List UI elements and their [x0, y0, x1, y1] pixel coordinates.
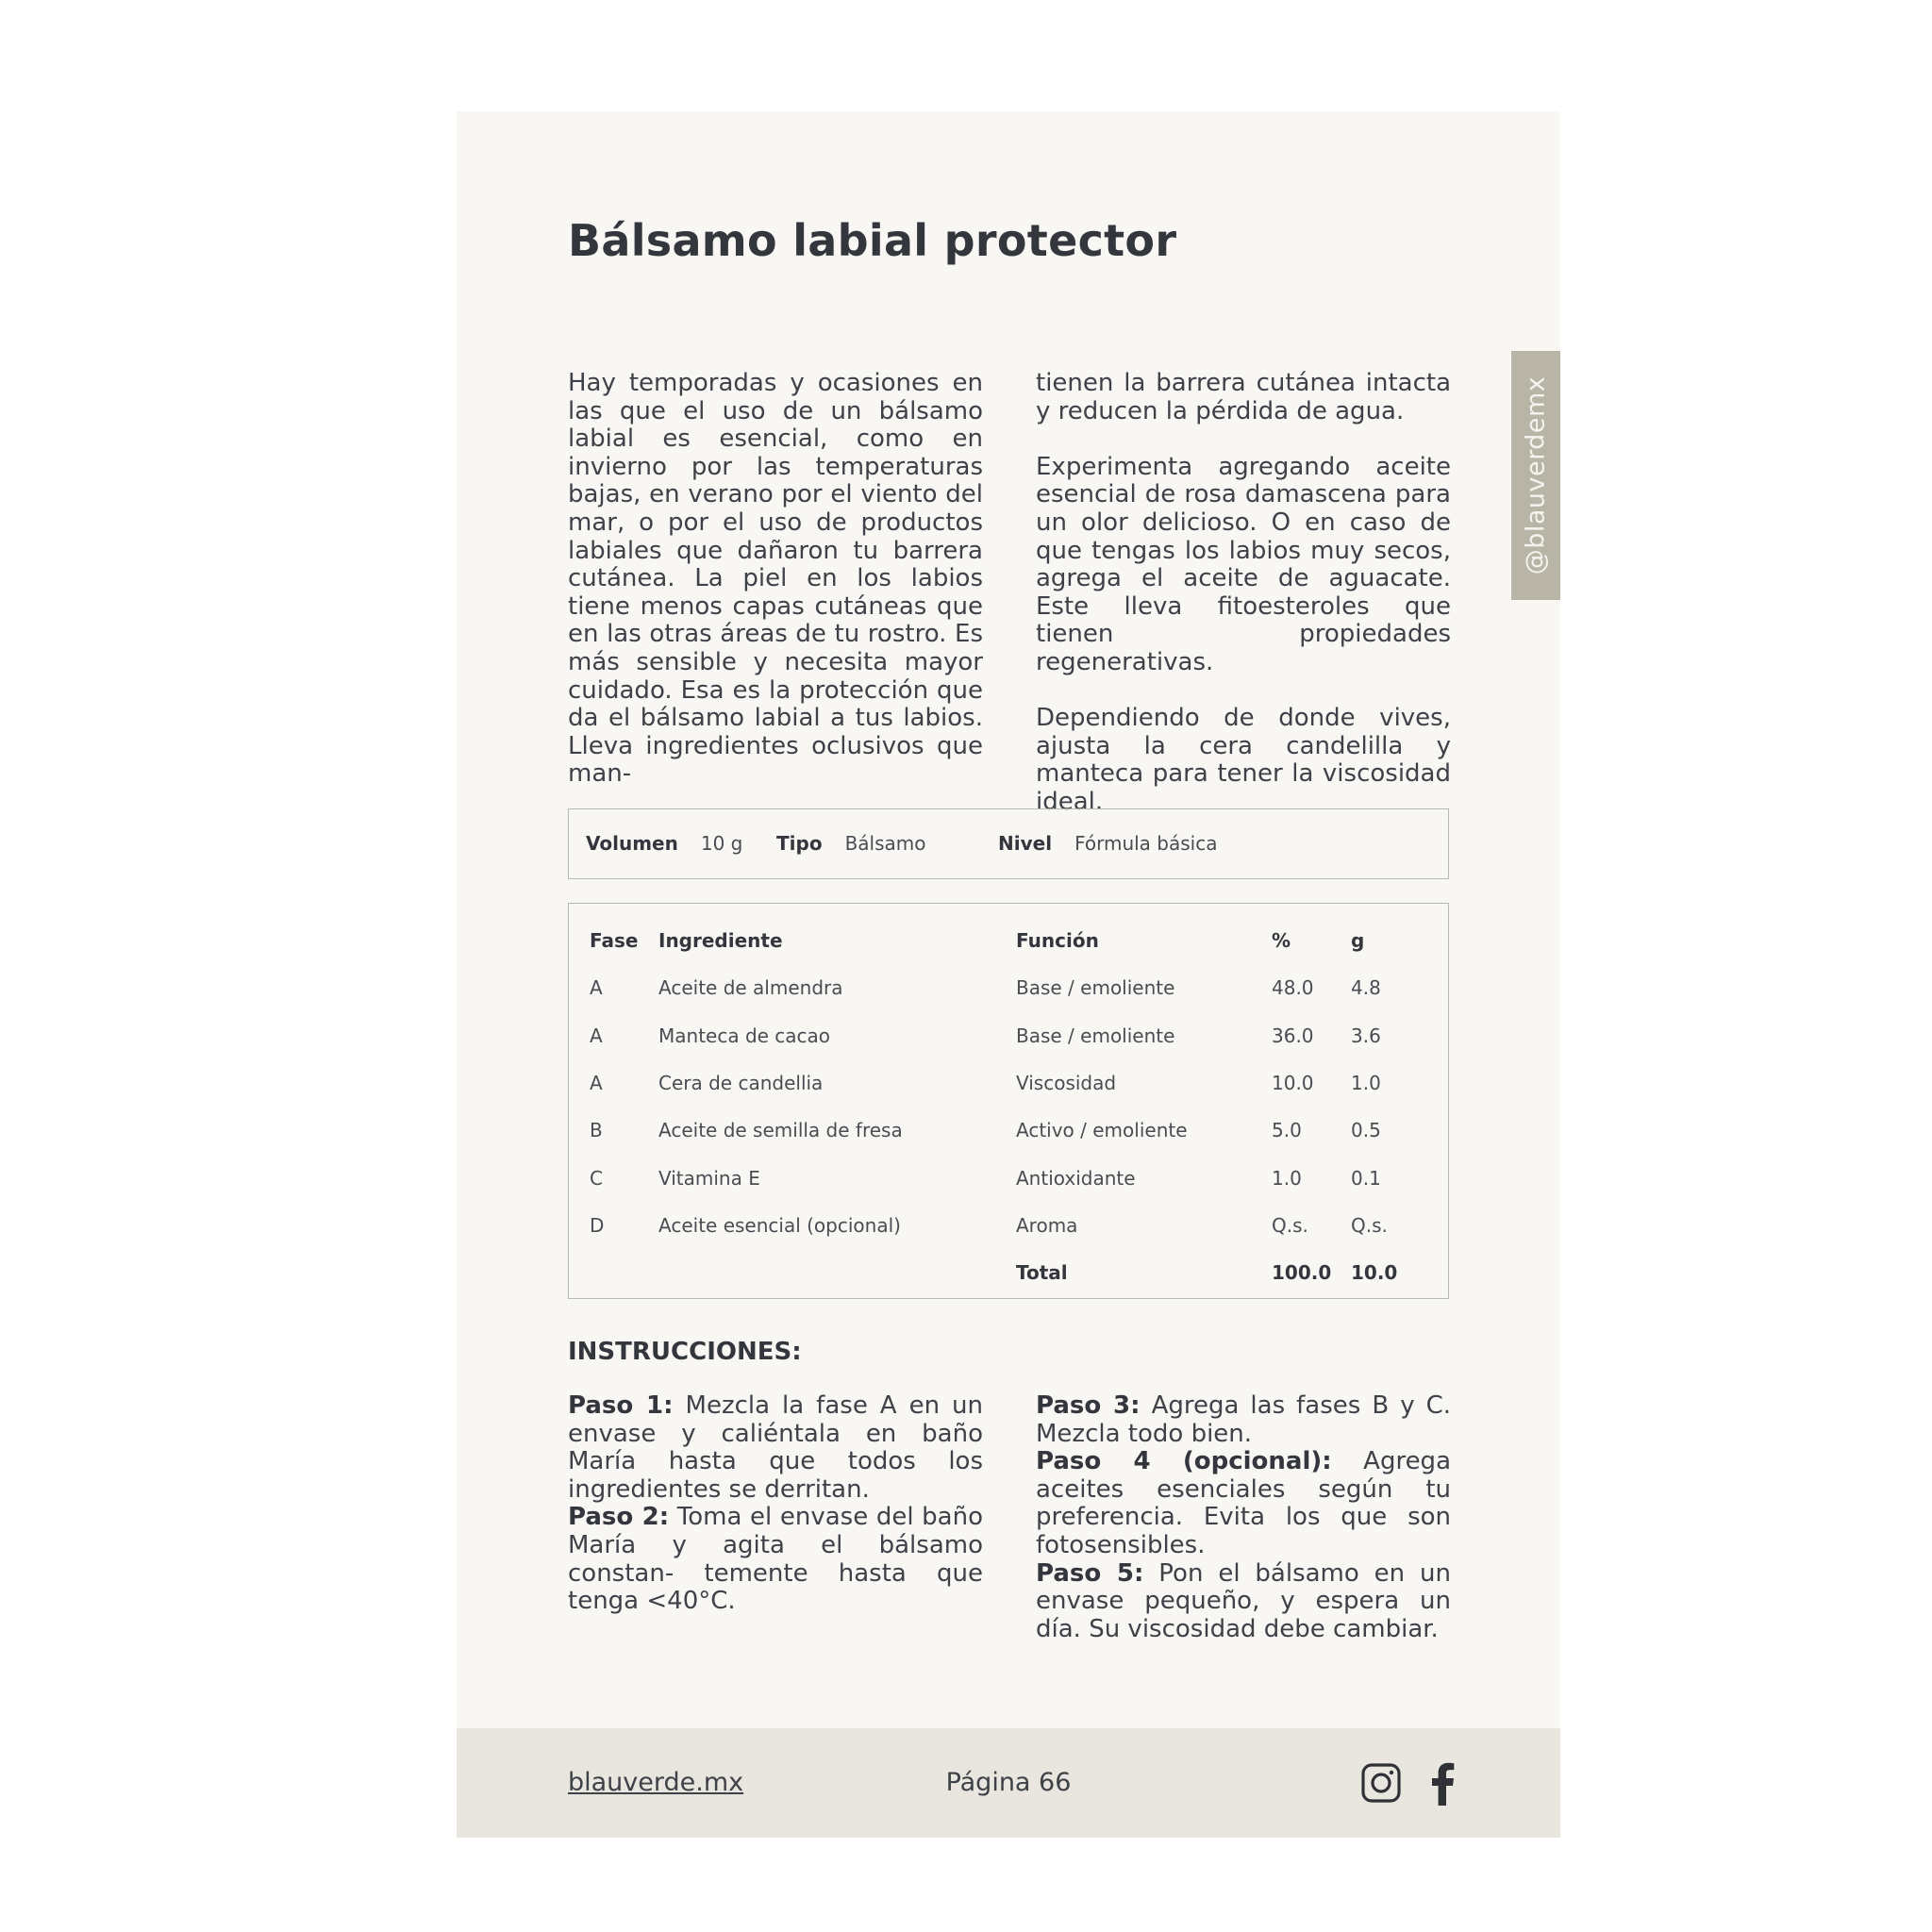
instagram-icon[interactable]	[1360, 1762, 1402, 1804]
cell-phase: A	[590, 1072, 603, 1095]
step-text: Mezcla la fase A en un envase y caliéntala en baño María hasta que todos los ingredientes se derritan.	[568, 1391, 984, 1504]
cell-grams: 1.0	[1351, 1072, 1381, 1095]
page-footer	[457, 1728, 1560, 1838]
cell-grams: 4.8	[1351, 976, 1381, 1000]
table-row	[590, 1012, 1407, 1059]
meta-volume-label: Volumen	[586, 832, 678, 855]
table-row	[590, 964, 1407, 1011]
intro-paragraph: tienen la barrera cutánea intacta y reducen la pérdida de agua.	[1036, 369, 1451, 425]
step-label: Paso 2:	[568, 1503, 670, 1532]
instructions-heading: INSTRUCCIONES:	[568, 1338, 802, 1366]
steps-column-left	[568, 1392, 983, 1643]
meta-type	[776, 832, 926, 855]
social-handle-tab[interactable]	[1511, 351, 1560, 600]
step-label: Paso 5:	[1036, 1558, 1144, 1588]
cell-ingredient: Manteca de cacao	[658, 1024, 831, 1047]
step-text: Agrega las fases B y C. Mezcla todo bien.	[1036, 1391, 1452, 1448]
intro-column-right	[1036, 370, 1451, 844]
step-item	[1036, 1560, 1451, 1644]
cell-ingredient: Aceite esencial (opcional)	[658, 1213, 901, 1237]
header-grams: g	[1351, 929, 1365, 953]
table-total-row	[590, 1249, 1407, 1296]
steps-column-right	[1036, 1392, 1451, 1643]
intro-paragraph: Dependiendo de donde vives, ajusta la cera candelilla y manteca para tener la viscosidad ideal.	[1036, 704, 1451, 816]
total-label: Total	[1016, 1261, 1068, 1285]
cell-grams: 0.5	[1351, 1119, 1381, 1142]
website-link[interactable]: blauverde.mx	[568, 1768, 744, 1797]
recipe-page	[457, 111, 1560, 1838]
step-text: Pon el bálsamo en un envase pequeño, y espera un día. Su viscosidad debe cambiar.	[1036, 1558, 1451, 1643]
cell-empty	[590, 1249, 658, 1296]
social-handle: @blauverdemx	[1521, 375, 1551, 575]
cell-percent: 1.0	[1272, 1166, 1302, 1190]
step-label: Paso 3:	[1036, 1391, 1141, 1420]
cell-ingredient: Aceite de almendra	[658, 976, 843, 1000]
cell-ingredient: Cera de candellia	[658, 1072, 824, 1095]
table-row	[590, 1202, 1407, 1249]
meta-level-label: Nivel	[998, 832, 1053, 855]
cell-phase: D	[590, 1213, 605, 1237]
step-item	[1036, 1392, 1451, 1448]
cell-function: Viscosidad	[1016, 1072, 1117, 1095]
cell-phase: C	[590, 1166, 603, 1190]
cell-grams: 0.1	[1351, 1166, 1381, 1190]
header-percent: %	[1272, 929, 1291, 953]
step-label: Paso 4 (opcional):	[1036, 1447, 1332, 1476]
cell-function: Aroma	[1016, 1213, 1078, 1237]
step-text: Toma el envase del baño María y agita el bálsamo constan- temente hasta que tenga <40°C.	[568, 1503, 983, 1616]
cell-percent: 5.0	[1272, 1119, 1302, 1142]
cell-percent: 48.0	[1272, 976, 1314, 1000]
intro-text	[568, 370, 1451, 844]
meta-level	[998, 832, 1217, 855]
cell-function: Activo / emoliente	[1016, 1119, 1188, 1142]
header-ingredient: Ingrediente	[658, 929, 783, 953]
meta-type-label: Tipo	[776, 832, 823, 855]
header-phase: Fase	[590, 929, 639, 953]
page-number: Página 66	[945, 1768, 1072, 1797]
step-item	[568, 1504, 983, 1615]
table-row	[590, 1059, 1407, 1107]
cell-function: Base / emoliente	[1016, 1024, 1175, 1047]
cell-phase: A	[590, 976, 603, 1000]
cell-percent: 10.0	[1272, 1072, 1314, 1095]
cell-empty	[658, 1249, 1016, 1296]
table-row	[590, 1154, 1407, 1201]
meta-volume-value: 10 g	[700, 832, 743, 855]
cell-phase: B	[590, 1119, 603, 1142]
formula-table	[590, 917, 1407, 1296]
intro-paragraph: Experimenta agregando aceite esencial de rosa damascena para un olor delicioso. O en caso de que tengas los labios muy secos, agrega el aceite de aguacate. Este lleva fitoesteroles que tienen propiedades regenerativas.	[1036, 452, 1451, 676]
header-function: Función	[1016, 929, 1099, 953]
step-text: Agrega aceites esenciales según tu preferencia. Evita los que son fotosensibles.	[1036, 1447, 1451, 1559]
total-grams: 10.0	[1351, 1261, 1398, 1285]
instructions-steps	[568, 1392, 1451, 1643]
step-label: Paso 1:	[568, 1391, 674, 1420]
step-item	[1036, 1448, 1451, 1559]
page-title: Bálsamo labial protector	[568, 215, 1177, 266]
meta-volume	[586, 832, 742, 855]
cell-function: Base / emoliente	[1016, 976, 1175, 1000]
intro-column-left	[568, 370, 983, 844]
cell-ingredient: Vitamina E	[658, 1166, 760, 1190]
meta-type-value: Bálsamo	[844, 832, 926, 855]
cell-function: Antioxidante	[1016, 1166, 1136, 1190]
table-header-row	[590, 917, 1407, 964]
cell-grams: 3.6	[1351, 1024, 1381, 1047]
meta-level-value: Fórmula básica	[1074, 832, 1218, 855]
cell-percent: Q.s.	[1272, 1213, 1308, 1237]
facebook-icon[interactable]	[1428, 1760, 1457, 1806]
cell-percent: 36.0	[1272, 1024, 1314, 1047]
formula-meta-box	[568, 808, 1449, 879]
cell-ingredient: Aceite de semilla de fresa	[658, 1119, 903, 1142]
step-item	[568, 1392, 983, 1504]
intro-paragraph: Hay temporadas y ocasiones en las que el uso de un bálsamo labial es esencial, como en invierno por las temperaturas bajas, en verano por el viento del mar, o por el uso de productos labiales que dañaron tu barrera cutánea. La piel en los labios tiene menos capas cutáneas que en las otras áreas de tu rostro. Es más sensible y necesita mayor cuidado. Esa es la protección que da el bálsamo labial a tus labios. Lleva ingredientes oclusivos que man-	[568, 369, 983, 789]
table-row	[590, 1107, 1407, 1154]
total-percent: 100.0	[1272, 1261, 1332, 1285]
cell-grams: Q.s.	[1351, 1213, 1388, 1237]
cell-phase: A	[590, 1024, 603, 1047]
formula-table-box	[568, 903, 1449, 1299]
